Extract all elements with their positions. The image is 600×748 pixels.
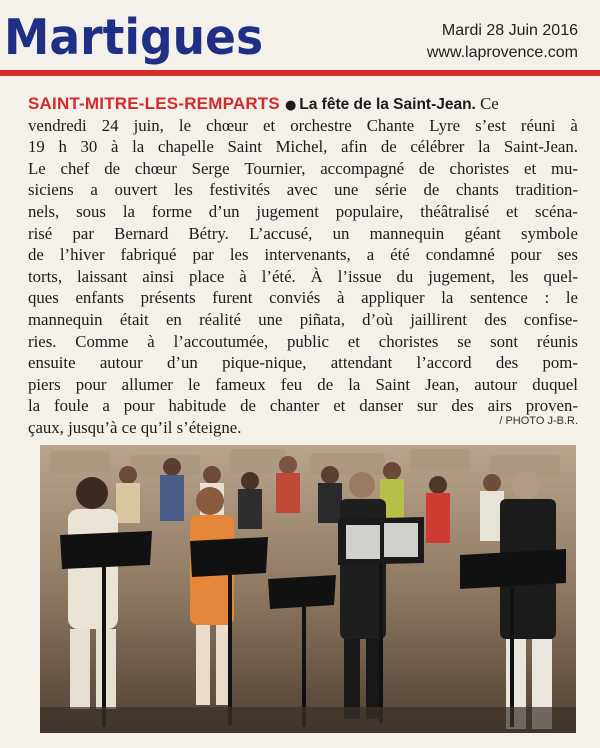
article-line-start: Ce <box>480 94 499 113</box>
article-kicker: SAINT-MITRE-LES-REMPARTS <box>28 94 280 113</box>
website-link[interactable]: www.laprovence.com <box>426 44 578 61</box>
article-line: risé par Bernard Bétry. L’accusé, un mannequin géant symbole <box>28 223 578 243</box>
article-line: ries. Comme à l’accoutumée, public et choristes se sont réunis <box>28 331 578 351</box>
article-line: siciens a ouvert les festivités avec une série de chants tradition- <box>28 180 578 200</box>
article-line: ensuite autour d’un pique-nique, attendant l’accord des pom- <box>28 353 578 373</box>
article-line: vendredi 24 juin, le chœur et orchestre Chante Lyre s’est réuni à <box>28 115 578 135</box>
article-first-line <box>28 93 578 115</box>
photo-credit: / PHOTO J-B.R. <box>499 415 578 427</box>
bullet-icon: ● <box>284 98 297 113</box>
article-line: la foule a pour habitude de chanter et danser sur des airs proven- <box>28 396 578 416</box>
choir-photo <box>40 445 576 733</box>
article-line: piers pour allumer le fameux feu de la Saint Jean, autour duquel <box>28 374 578 394</box>
header-rule <box>0 70 600 76</box>
choir-photo-illustration <box>40 445 576 733</box>
article-line: çaux, jusqu’à ce qu’il s’éteigne. <box>28 417 242 437</box>
issue-date: Mardi 28 Juin 2016 <box>441 22 578 39</box>
masthead <box>0 0 600 82</box>
article-line: mannequin était en réalité une piñata, d’où jaillirent des confise- <box>28 309 578 329</box>
article-body <box>28 93 578 439</box>
article-line: nels, sous la forme d’un jugement populaire, théâtralisé et scéna- <box>28 201 578 221</box>
article-lead: La fête de la Saint-Jean. <box>299 96 476 113</box>
newspaper-logo: Martigues <box>4 9 264 66</box>
dateline <box>427 20 578 64</box>
article-line: Le chef de chœur Serge Tournier, accompagné de choristes et mu- <box>28 158 578 178</box>
article-line: torts, laissant ainsi place à l’été. À l’issue du jugement, les quel- <box>28 266 578 286</box>
article-lines <box>28 115 578 439</box>
article-line: ques enfants présents furent conviés à appliquer la sentence : le <box>28 288 578 308</box>
article-line: de l’hiver fabriqué par les intervenants, a été condamné pour ses <box>28 245 578 265</box>
article-line: 19 h 30 à la chapelle Saint Michel, afin de célébrer la Saint-Jean. <box>28 137 578 157</box>
